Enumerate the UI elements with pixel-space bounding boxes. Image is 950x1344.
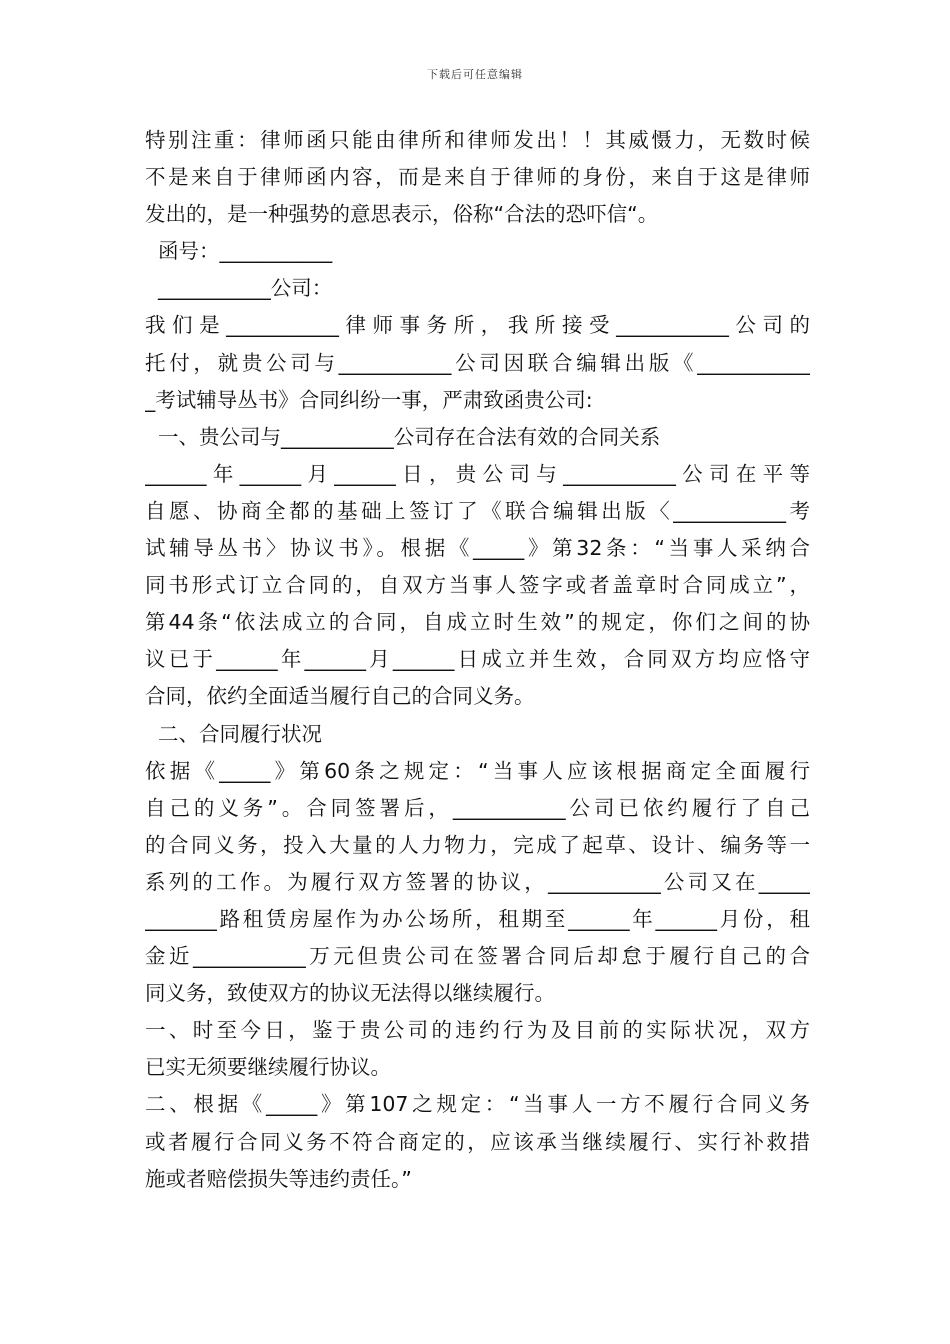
document-line: 试辅导丛书〉协议书》。根据《_____》第32条：“当事人采纳合 — [145, 536, 810, 561]
document-line: 二、根据《_____》第107之规定：“当事人一方不履行合同义务 — [145, 1092, 810, 1117]
document-line: 合同，依约全面适当履行自己的合同义务。 — [145, 684, 535, 709]
document-line: 同义务，致使双方的协议无法得以继续履行。 — [145, 981, 555, 1006]
document-line: 特别注重：律师函只能由律所和律师发出！！其威慑力，无数时候 — [145, 128, 810, 152]
document-line: 已实无须要继续履行协议。 — [145, 1055, 391, 1080]
document-line: 系列的工作。为履行双方签署的协议，___________公司又在_____ — [145, 869, 810, 894]
document-body — [145, 122, 810, 1198]
document-line: _考试辅导丛书》合同纠纷一事，严肃致函贵公司: — [145, 387, 593, 412]
document-line: 我们是___________律师事务所，我所接受___________公司的 — [145, 313, 810, 338]
document-line: ___________公司： — [145, 276, 333, 301]
document-line: 自己的义务”。合同签署后，___________公司已依约履行了自己 — [145, 795, 810, 820]
document-line: 施或者赔偿损失等违约责任。” — [145, 1166, 412, 1191]
document-line: 不是来自于律师函内容，而是来自于律师的身份，来自于这是律师 — [145, 165, 810, 190]
document-line: _______路租赁房屋作为办公场所，租期至______年______月份，租 — [145, 906, 810, 931]
document-line: 的合同义务，投入大量的人力物力，完成了起草、设计、编务等一 — [145, 832, 810, 857]
document-line: 第44条“依法成立的合同，自成立时生效”的规定，你们之间的协 — [145, 610, 810, 635]
document-line: 发出的，是一种强势的意思表示，俗称“合法的恐吓信“。 — [145, 202, 659, 227]
document-line: 金近___________万元但贵公司在签署合同后却怠于履行自己的合 — [145, 944, 810, 969]
page-header: 下载后可任意编辑 — [427, 68, 523, 81]
document-line: 一、贵公司与___________公司存在合法有效的合同关系 — [145, 424, 661, 449]
document-line: 议已于______年______月______日成立并生效，合同双方均应恪守 — [145, 647, 810, 672]
document-line: 一、时至今日，鉴于贵公司的违约行为及目前的实际状况，双方 — [145, 1018, 810, 1043]
document-line: 托付，就贵公司与___________公司因联合编辑出版《___________ — [145, 350, 810, 375]
document-line: 自愿、协商全都的基础上签订了《联合编辑出版〈___________考 — [145, 498, 810, 523]
document-line: 函号：___________ — [145, 239, 333, 264]
document-line: 同书形式订立合同的，自双方当事人签字或者盖章时合同成立”， — [145, 573, 810, 598]
document-line: 二、合同履行状况 — [145, 721, 323, 746]
document-line: 或者履行合同义务不符合商定的，应该承当继续履行、实行补救措 — [145, 1129, 810, 1154]
document-line: 依据《_____》第60条之规定：“当事人应该根据商定全面履行 — [145, 758, 810, 783]
document-line: ______年______月______日，贵公司与___________公司在平等 — [145, 461, 810, 486]
